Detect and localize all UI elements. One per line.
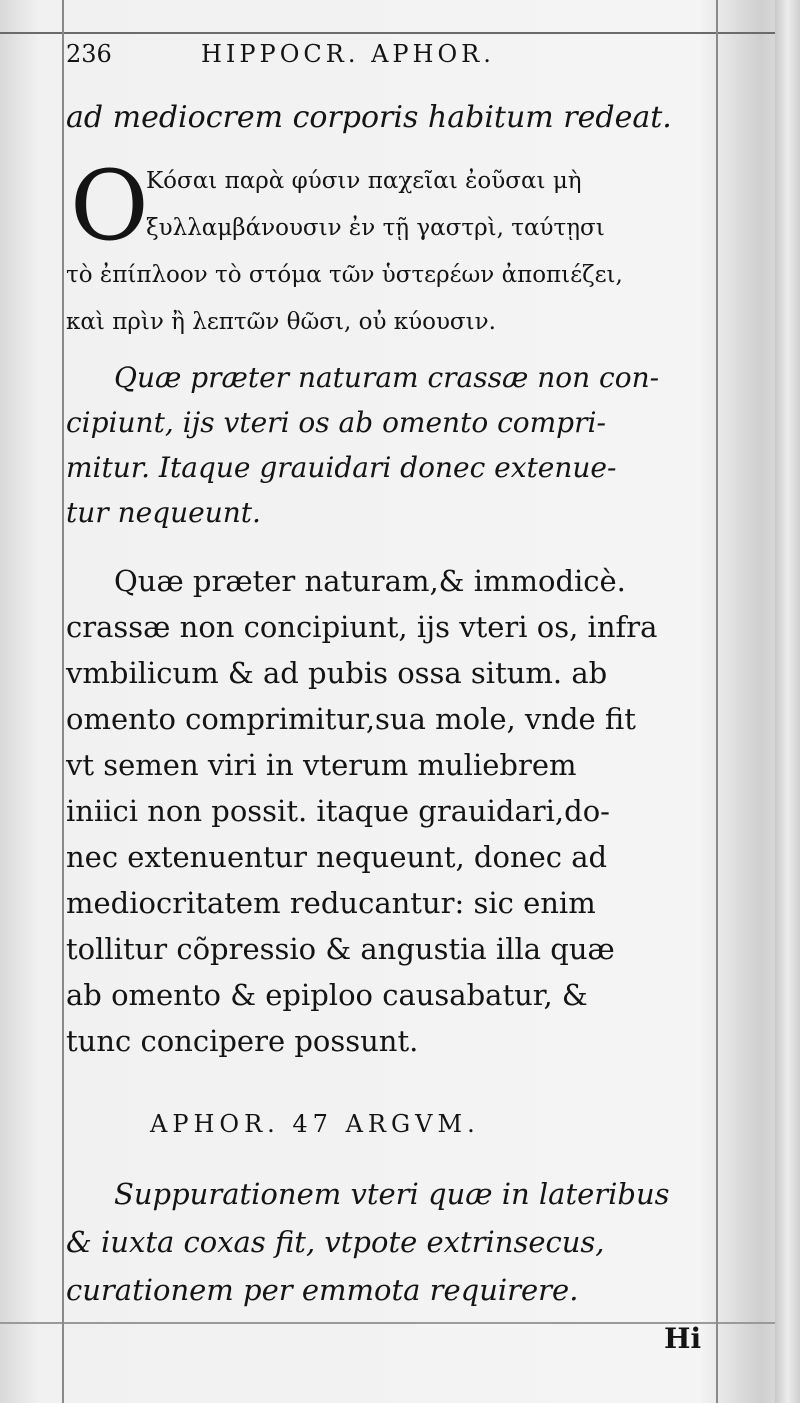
- text-line: tollitur cõpressio & angustia illa quæ: [66, 932, 615, 966]
- left-margin-rule: [62, 0, 64, 1403]
- text-line: Quæ præter naturam crassæ non con-: [114, 361, 660, 394]
- greek-aphorism: [66, 150, 710, 346]
- argument: [66, 1170, 710, 1314]
- text-line: crassæ non concipiunt, ijs vteri os, infra: [66, 610, 658, 644]
- text-line: mitur. Itaque grauidari donec extenue-: [66, 451, 617, 484]
- latin-translation: [66, 355, 710, 535]
- aphorism-heading: APHOR. 47 ARGVM.: [150, 1110, 480, 1138]
- book-spine-edge: [775, 0, 800, 1403]
- text-line: vmbilicum & ad pubis ossa situm. ab: [66, 656, 608, 690]
- greek-line: τὸ ἐπίπλοον τὸ στόμα τῶν ὑστερέων ἀποπιέζει,: [66, 262, 623, 288]
- text-line: vt semen viri in vterum muliebrem: [66, 748, 577, 782]
- running-title: HIPPOCR. APHOR.: [201, 40, 495, 68]
- greek-line: Κόσαι παρὰ φύσιν παχεῖαι ἐοῦσαι μὴ: [146, 168, 582, 194]
- text-line: omento comprimitur,sua mole, vnde fit: [66, 702, 636, 736]
- text-line: ab omento & epiploo causabatur, &: [66, 978, 588, 1012]
- text-line: nec extenuentur nequeunt, donec ad: [66, 840, 608, 874]
- catchword: Hi: [664, 1322, 702, 1355]
- text-line: Suppurationem vteri quæ in lateribus: [114, 1177, 670, 1211]
- text-line: curationem per emmota requirere.: [66, 1273, 579, 1307]
- continuation-line: ad mediocrem corporis habitum redeat.: [66, 100, 672, 135]
- text-line: mediocritatem reducantur: sic enim: [66, 886, 596, 920]
- text-line: cipiunt, ijs vteri os ab omento compri-: [66, 406, 606, 439]
- drop-cap: O: [70, 150, 149, 262]
- right-margin-rule: [716, 0, 718, 1403]
- running-head: [66, 40, 706, 80]
- text-line: & iuxta coxas fit, vtpote extrinsecus,: [66, 1225, 605, 1259]
- greek-line: καὶ πρὶν ἢ λεπτῶν θῶσι, οὐ κύουσιν.: [66, 309, 496, 335]
- page-number: 236: [66, 40, 112, 68]
- text-line: tur nequeunt.: [66, 496, 261, 529]
- text-line: iniici non possit. itaque grauidari,do-: [66, 794, 610, 828]
- greek-line: ξυλλαμβάνουσιν ἐν τῇ γαστρὶ, ταύτῃσι: [146, 215, 605, 241]
- text-line: tunc concipere possunt.: [66, 1024, 419, 1058]
- commentary: [66, 558, 710, 1064]
- text-line: Quæ præter naturam,& immodicè.: [114, 564, 626, 598]
- top-rule: [0, 32, 800, 34]
